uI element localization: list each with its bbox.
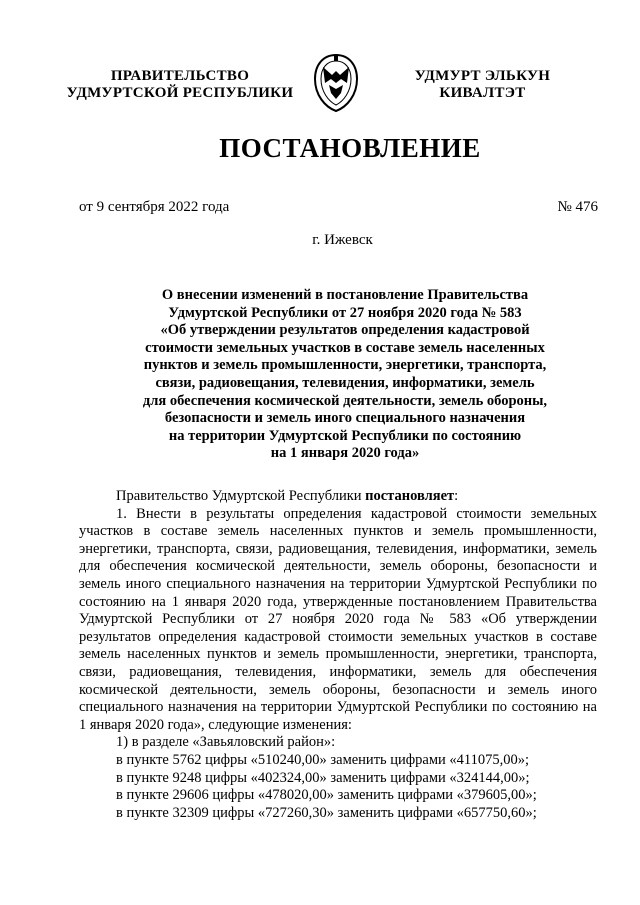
heading-line: на территории Удмуртской Республики по состоянию xyxy=(168,427,522,444)
document-city: г. Ижевск xyxy=(312,232,373,248)
intro-keyword: постановляет xyxy=(365,488,455,504)
intro-text: Правительство Удмуртской Республики xyxy=(116,488,366,504)
clause-1: 1. Внести в результаты определения кадастровой стоимости земельных участков в составе земель населенных пунктов и земель промышленности, энергетики, транспорта, связи, радиовещания, телевидения, информатики, земель для обеспечения космической деятельности, земель обороны, безопасности и земель иного специального назначения на территории Удмуртской Республики по состоянию на 1 января 2020 года, утвержденные постановлением Правительства Удмуртской Республики от 27 ноября 2020 года № 583 «Об утверждении результатов определения кадастровой стоимости земельных участков в составе земель населенных пунктов и земель промышленности, энергетики, транспорта, связи, радиовещания, телевидения, информатики, земель для обеспечения космической деятельности, земель обороны, безопасности и земель иного специального назначения на территории Удмуртской Республики по состоянию на 1 января 2020 года», следующие изменения: xyxy=(79,505,597,733)
udmurt-coat-of-arms-icon xyxy=(311,53,361,113)
intro-colon: : xyxy=(454,488,459,504)
sub-clause-1: 1) в разделе «Завьяловский район»: xyxy=(116,734,336,751)
amendment-item: в пункте 32309 цифры «727260,30» заменить цифрами «657750,60»; xyxy=(116,804,537,821)
org-right-line-2: КИВАЛТЭТ xyxy=(439,85,526,101)
heading-line: стоимости земельных участков в составе земель населенных xyxy=(145,339,545,356)
org-left-line-2: УДМУРТСКОЙ РЕСПУБЛИКИ xyxy=(66,85,294,101)
intro-paragraph xyxy=(79,488,597,506)
heading-line: для обеспечения космической деятельности, земель обороны, xyxy=(142,392,548,409)
document-heading xyxy=(110,287,580,463)
document-number: № 476 xyxy=(557,199,598,215)
document-body xyxy=(79,488,597,822)
org-left-line-1: ПРАВИТЕЛЬСТВО xyxy=(110,68,250,84)
government-name-russian xyxy=(60,68,300,102)
heading-line: связи, радиовещания, телевидения, информатики, земель xyxy=(155,374,535,391)
government-name-udmurt xyxy=(395,68,570,102)
heading-line: на 1 января 2020 года» xyxy=(270,445,420,462)
heading-line: «Об утверждении результатов определения кадастровой xyxy=(160,322,530,339)
heading-line: безопасности и земель иного специального назначения xyxy=(164,410,526,427)
amendment-item: в пункте 29606 цифры «478020,00» заменить цифрами «379605,00»; xyxy=(116,787,537,804)
heading-line: Удмуртской Республики от 27 ноября 2020 года № 583 xyxy=(168,304,522,321)
heading-line: пунктов и земель промышленности, энергетики, транспорта, xyxy=(143,357,547,374)
org-right-line-1: УДМУРТ ЭЛЬКУН xyxy=(414,68,551,84)
document-type-title: ПОСТАНОВЛЕНИЕ xyxy=(219,133,481,163)
heading-line: О внесении изменений в постановление Правительства xyxy=(161,287,529,303)
amendment-item: в пункте 9248 цифры «402324,00» заменить цифрами «324144,00»; xyxy=(116,769,530,786)
amendment-item: в пункте 5762 цифры «510240,00» заменить цифрами «411075,00»; xyxy=(116,751,530,768)
document-date: от 9 сентября 2022 года xyxy=(79,199,230,215)
